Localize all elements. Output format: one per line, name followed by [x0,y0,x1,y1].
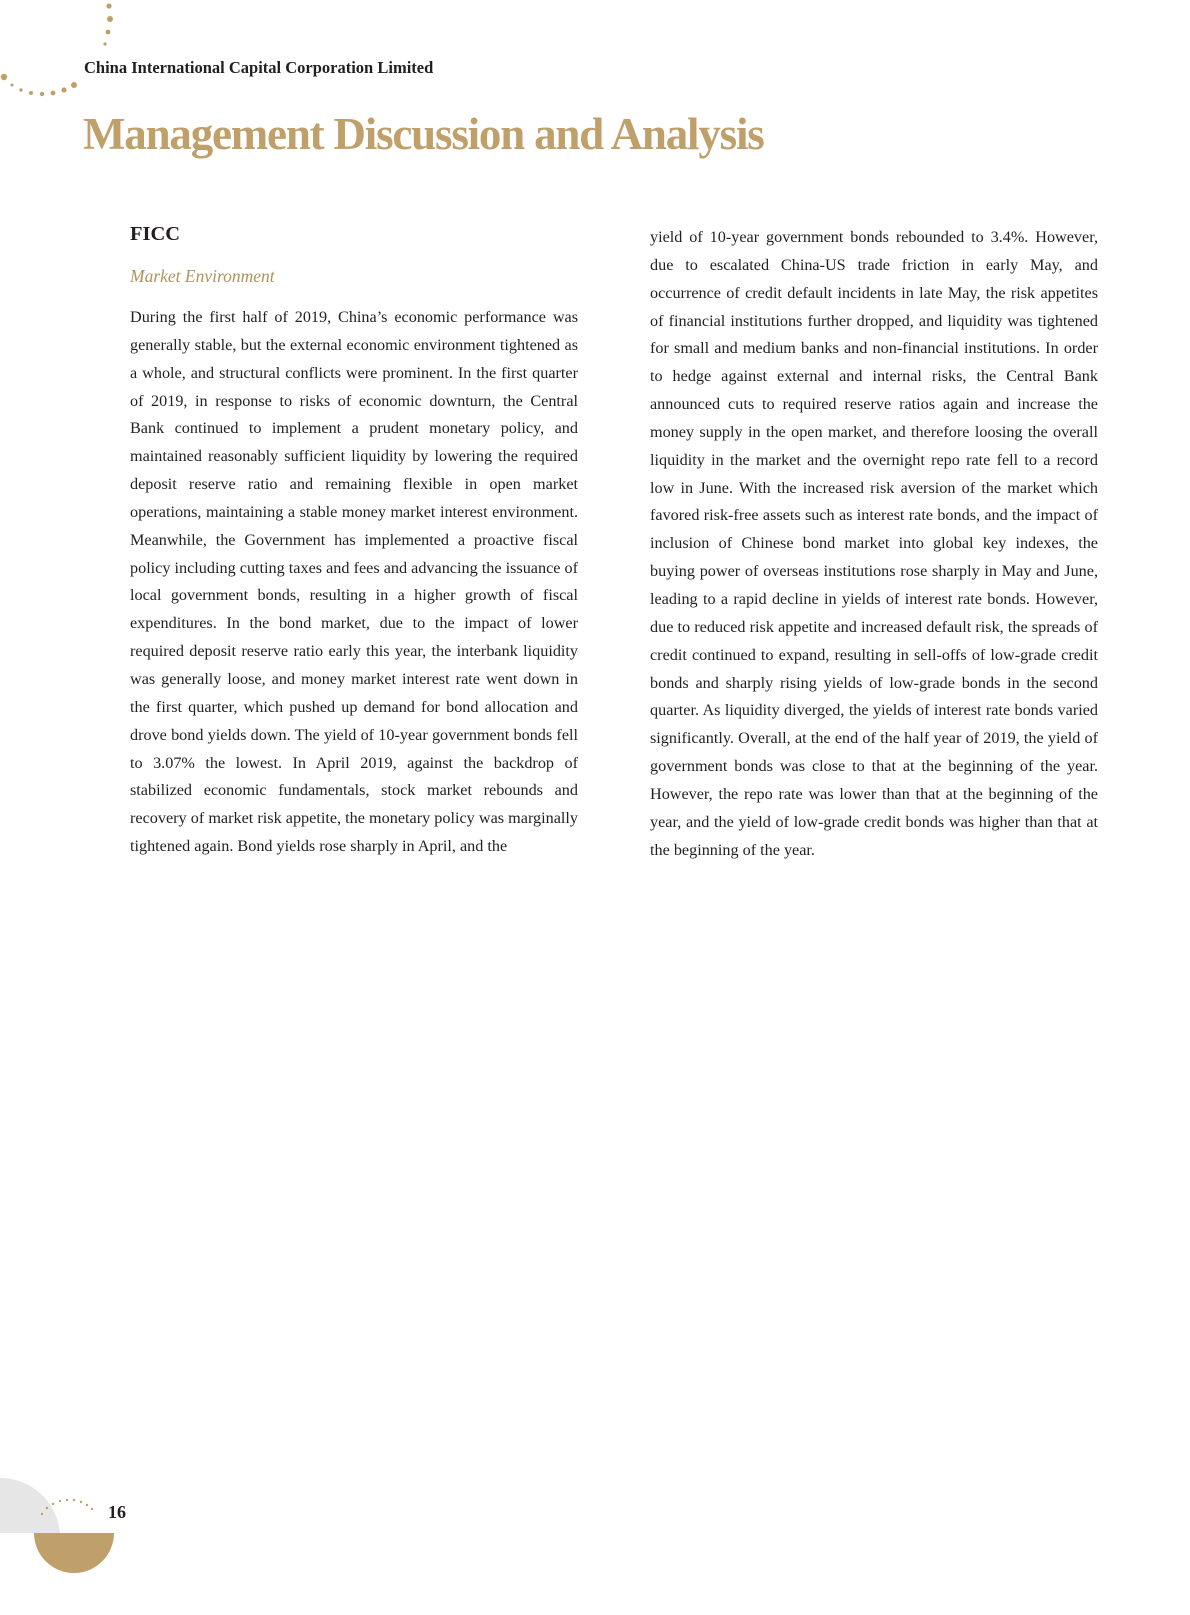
section-heading: FICC [130,223,181,245]
dotted-arc-decoration [0,0,130,110]
company-name: China International Capital Corporation Limited [84,58,434,77]
page-number: 16 [108,1502,126,1522]
page-title: Management Discussion and Analysis [83,109,764,159]
section-subheading: Market Environment [130,266,275,286]
body-paragraph-left: During the first half of 2019, China’s economic performance was generally stable, but the external economic environment tightened as a whole, and structural conflicts were prominent. In the first quarter of 2019, in response to risks of economic downturn, the Central Bank continued to implement a prudent monetary policy, and maintained reasonably sufficient liquidity by lowering the required deposit reserve ratio and remaining flexible in open market operations, maintaining a stable money market interest environment. Meanwhile, the Government has implemented a proactive fiscal policy including cutting taxes and fees and advancing the issuance of local government bonds, resulting in a higher growth of fiscal expenditures. In the bond market, due to the impact of lower required deposit reserve ratio early this year, the interbank liquidity was generally loose, and money market interest rate went down in the first quarter, which pushed up demand for bond allocation and drove bond yields down. The yield of 10-year government bonds fell to 3.07% the lowest. In April 2019, against the backdrop of stabilized economic fundamentals, stock market rebounds and recovery of market risk appetite, the monetary policy was marginally tightened again. Bond yields rose sharply in April, and the [130,308,578,856]
body-paragraph-right: yield of 10-year government bonds rebounded to 3.4%. However, due to escalated China-US trade friction in early May, and occurrence of credit default incidents in late May, the risk appetites of financial institutions further dropped, and liquidity was tightened for small and medium banks and non-financial institutions. In order to hedge against external and internal risks, the Central Bank announced cuts to required reserve ratios again and increase the money supply in the open market, and therefore loosing the overall liquidity in the market and the overnight repo rate fell to a record low in June. With the increased risk aversion of the market which favored risk-free assets such as interest rate bonds, and the impact of inclusion of Chinese bond market into global key indexes, the buying power of overseas institutions rose sharply in May and June, leading to a rapid decline in yields of interest rate bonds. However, due to reduced risk appetite and increased default risk, the spreads of credit continued to expand, resulting in sell-offs of low-grade credit bonds and sharply rising yields of low-grade bonds in the second quarter. As liquidity diverged, the yields of interest rate bonds varied significantly. Overall, at the end of the half year of 2019, the yield of government bonds was close to that at the beginning of the year. However, the repo rate was lower than that at the beginning of the year, and the yield of low-grade credit bonds was higher than that at the beginning of the year. [650,228,1098,859]
